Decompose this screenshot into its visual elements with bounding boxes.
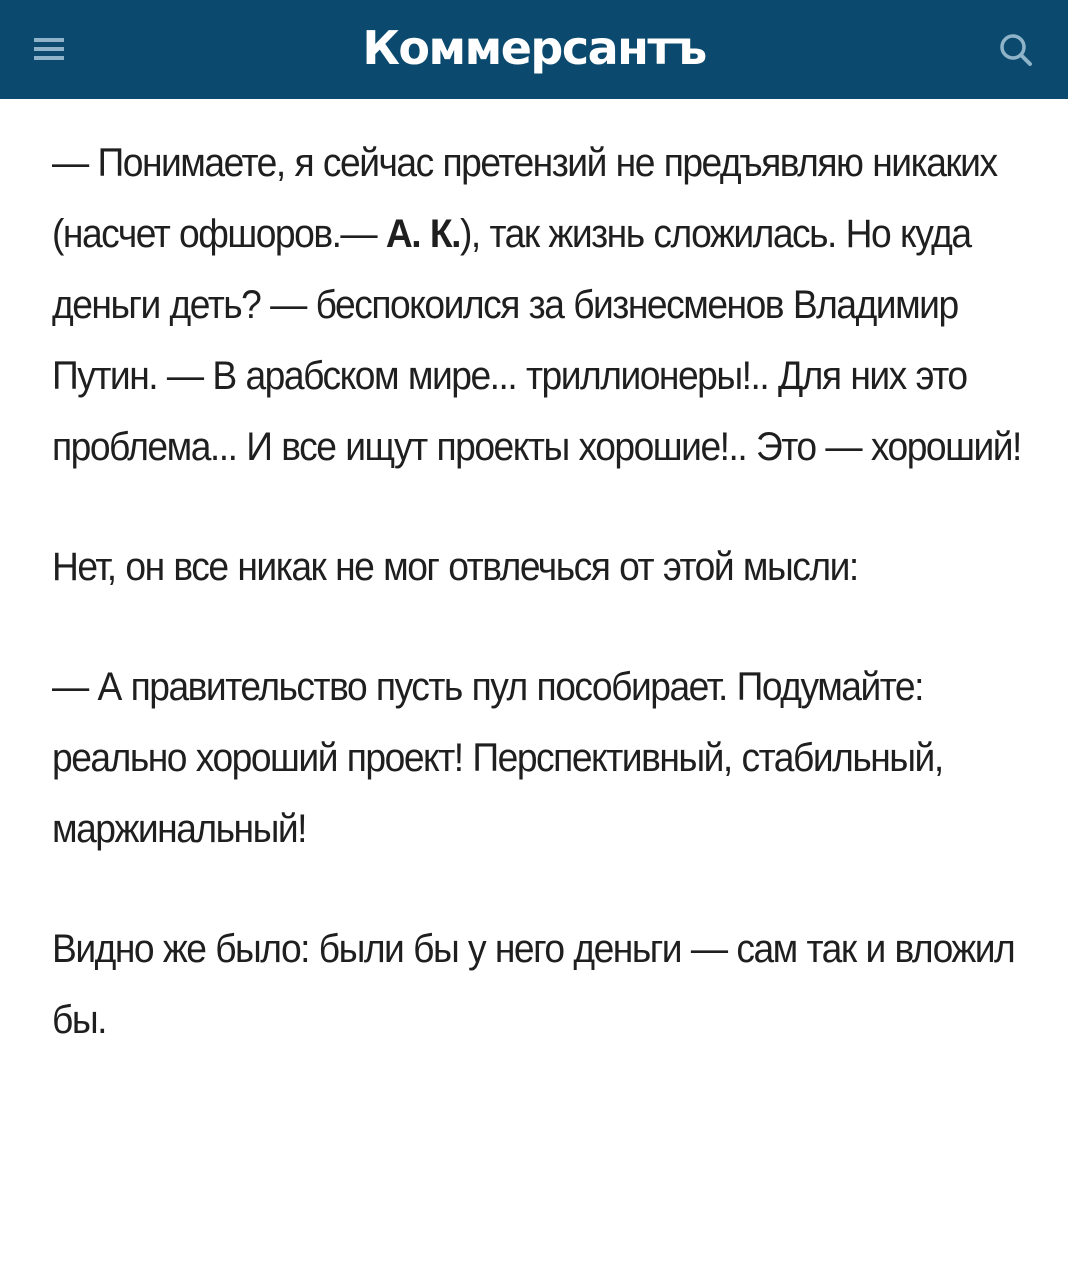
- site-logo[interactable]: Коммерсантъ: [362, 21, 706, 75]
- paragraph-text: ), так жизнь сложилась. Но куда деньги деть? — беспокоился за бизнесменов Владимир Путин. — В арабском мире... триллионеры!.. Для них это проблема... И все ищут проекты хорошие!.. Это — хороший!: [52, 212, 1021, 469]
- article-paragraph: [52, 128, 1038, 483]
- author-initials: А. К.: [385, 212, 461, 256]
- article-paragraph: — А правительство пусть пул пособирает. Подумайте: реально хороший проект! Перспективный, стабильный, маржинальный!: [52, 665, 943, 851]
- search-icon[interactable]: [996, 30, 1036, 70]
- site-header: [0, 0, 1068, 99]
- article-paragraph: Нет, он все никак не мог отвлечься от этой мысли:: [52, 545, 858, 589]
- article-paragraph: Видно же было: были бы у него деньги — сам так и вложил бы.: [52, 927, 1015, 1042]
- article-body: [52, 128, 1032, 1105]
- paragraph-text: — Понимаете, я сейчас претензий не предъявляю никаких (насчет офшоров.—: [52, 141, 997, 256]
